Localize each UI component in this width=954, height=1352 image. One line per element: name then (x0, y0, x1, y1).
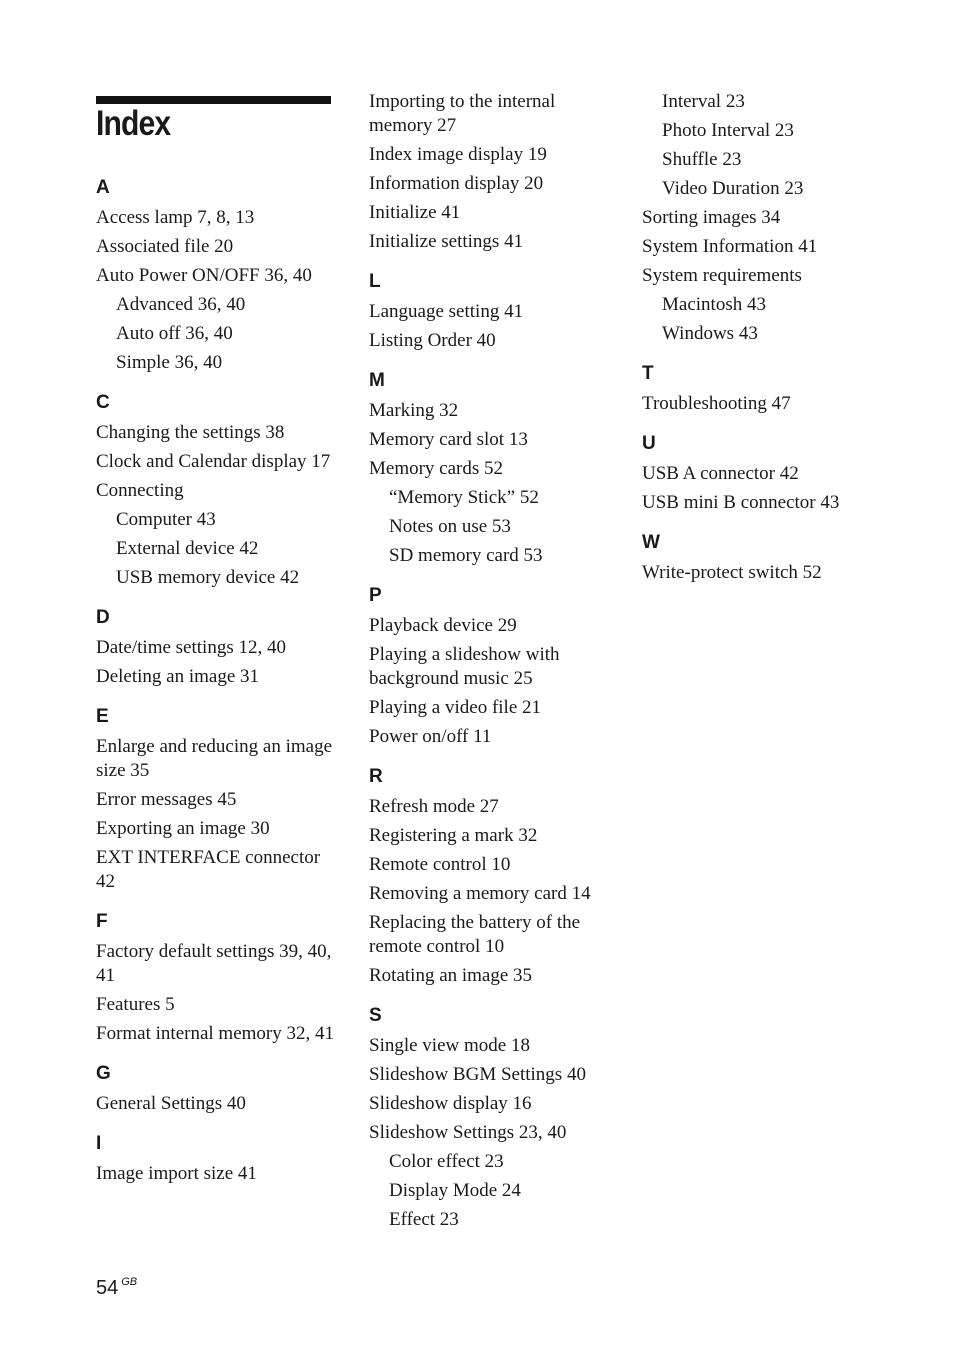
index-subentry: Notes on use 53 (389, 516, 511, 537)
index-entry: Format internal memory 32, 41 (96, 1023, 334, 1044)
index-entry: Removing a memory card 14 (369, 883, 591, 904)
index-letter-heading: U (642, 433, 656, 454)
index-entry: Enlarge and reducing an image size 35 (96, 736, 332, 781)
index-entry: Access lamp 7, 8, 13 (96, 207, 255, 228)
index-entry: Memory cards 52 (369, 458, 504, 479)
index-entry: Language setting 41 (369, 301, 524, 322)
index-letter-heading: G (96, 1063, 111, 1084)
index-entry: Image import size 41 (96, 1163, 257, 1184)
index-subentry: Color effect 23 (389, 1151, 504, 1172)
index-column-1 (96, 176, 336, 1191)
index-entry: Slideshow Settings 23, 40 (369, 1122, 567, 1143)
page-number (96, 1277, 137, 1300)
index-subentry: Simple 36, 40 (116, 352, 223, 373)
index-entry: Registering a mark 32 (369, 825, 538, 846)
index-letter-heading: L (369, 271, 381, 292)
index-subentry: Computer 43 (116, 509, 216, 530)
index-subentry: Shuffle 23 (662, 149, 742, 170)
index-letter-heading: S (369, 1005, 382, 1026)
index-entry: EXT INTERFACE connector 42 (96, 847, 321, 892)
index-entry: Factory default settings 39, 40, 41 (96, 941, 332, 986)
index-entry: Listing Order 40 (369, 330, 496, 351)
index-subentry: Macintosh 43 (662, 294, 766, 315)
index-letter-heading: I (96, 1133, 102, 1154)
index-entry: Marking 32 (369, 400, 459, 421)
index-column-2 (369, 90, 614, 1237)
index-letter-heading: E (96, 706, 109, 727)
index-entry: System Information 41 (642, 236, 818, 257)
index-letter-heading: M (369, 370, 385, 391)
page-title: Index (96, 104, 171, 143)
index-subentry: Windows 43 (662, 323, 758, 344)
index-entry: Deleting an image 31 (96, 666, 260, 687)
page-number-value: 54 (96, 1277, 119, 1299)
index-entry: Memory card slot 13 (369, 429, 528, 450)
index-subentry: External device 42 (116, 538, 259, 559)
index-subentry: Effect 23 (389, 1209, 459, 1230)
index-entry: Exporting an image 30 (96, 818, 270, 839)
index-subentry: Advanced 36, 40 (116, 294, 246, 315)
index-entry: Remote control 10 (369, 854, 511, 875)
index-entry: System requirements (642, 265, 802, 286)
index-subentry: “Memory Stick” 52 (389, 487, 539, 508)
index-subentry: Auto off 36, 40 (116, 323, 233, 344)
index-entry: Clock and Calendar display 17 (96, 451, 331, 472)
index-subentry: USB memory device 42 (116, 567, 300, 588)
index-entry: Rotating an image 35 (369, 965, 533, 986)
index-entry: Connecting (96, 480, 184, 501)
index-subentry: SD memory card 53 (389, 545, 543, 566)
index-letter-heading: P (369, 585, 382, 606)
index-entry: Changing the settings 38 (96, 422, 285, 443)
index-entry: Error messages 45 (96, 789, 237, 810)
index-entry: Single view mode 18 (369, 1035, 530, 1056)
index-entry: Associated file 20 (96, 236, 234, 257)
index-entry: Troubleshooting 47 (642, 393, 791, 414)
index-entry: USB A connector 42 (642, 463, 799, 484)
index-entry: Power on/off 11 (369, 726, 492, 747)
index-entry: Slideshow display 16 (369, 1093, 532, 1114)
index-entry: Date/time settings 12, 40 (96, 637, 286, 658)
index-letter-heading: R (369, 766, 383, 787)
index-entry: Write-protect switch 52 (642, 562, 822, 583)
index-column-3 (642, 90, 882, 590)
index-letter-heading: A (96, 177, 110, 198)
index-entry: Initialize 41 (369, 202, 461, 223)
index-letter-heading: W (642, 532, 660, 553)
index-subentry: Interval 23 (662, 91, 745, 112)
index-entry: Index image display 19 (369, 144, 547, 165)
index-letter-heading: F (96, 911, 108, 932)
index-entry: USB mini B connector 43 (642, 492, 840, 513)
title-rule (96, 96, 331, 104)
index-entry: Information display 20 (369, 173, 544, 194)
index-entry: Playing a slideshow with background music 25 (369, 644, 560, 689)
index-entry: Refresh mode 27 (369, 796, 499, 817)
index-letter-heading: C (96, 392, 110, 413)
index-letter-heading: T (642, 363, 654, 384)
index-subentry: Display Mode 24 (389, 1180, 521, 1201)
index-entry: Features 5 (96, 994, 175, 1015)
index-entry: Playback device 29 (369, 615, 517, 636)
index-entry: Importing to the internal memory 27 (369, 91, 556, 136)
index-entry: Replacing the battery of the remote control 10 (369, 912, 581, 957)
index-subentry: Photo Interval 23 (662, 120, 794, 141)
index-subentry: Video Duration 23 (662, 178, 804, 199)
index-entry: Playing a video file 21 (369, 697, 542, 718)
index-entry: Initialize settings 41 (369, 231, 524, 252)
index-entry: Sorting images 34 (642, 207, 781, 228)
page-language-code: GB (121, 1276, 138, 1288)
index-entry: Auto Power ON/OFF 36, 40 (96, 265, 312, 286)
index-letter-heading: D (96, 607, 110, 628)
index-entry: General Settings 40 (96, 1093, 246, 1114)
index-entry: Slideshow BGM Settings 40 (369, 1064, 586, 1085)
